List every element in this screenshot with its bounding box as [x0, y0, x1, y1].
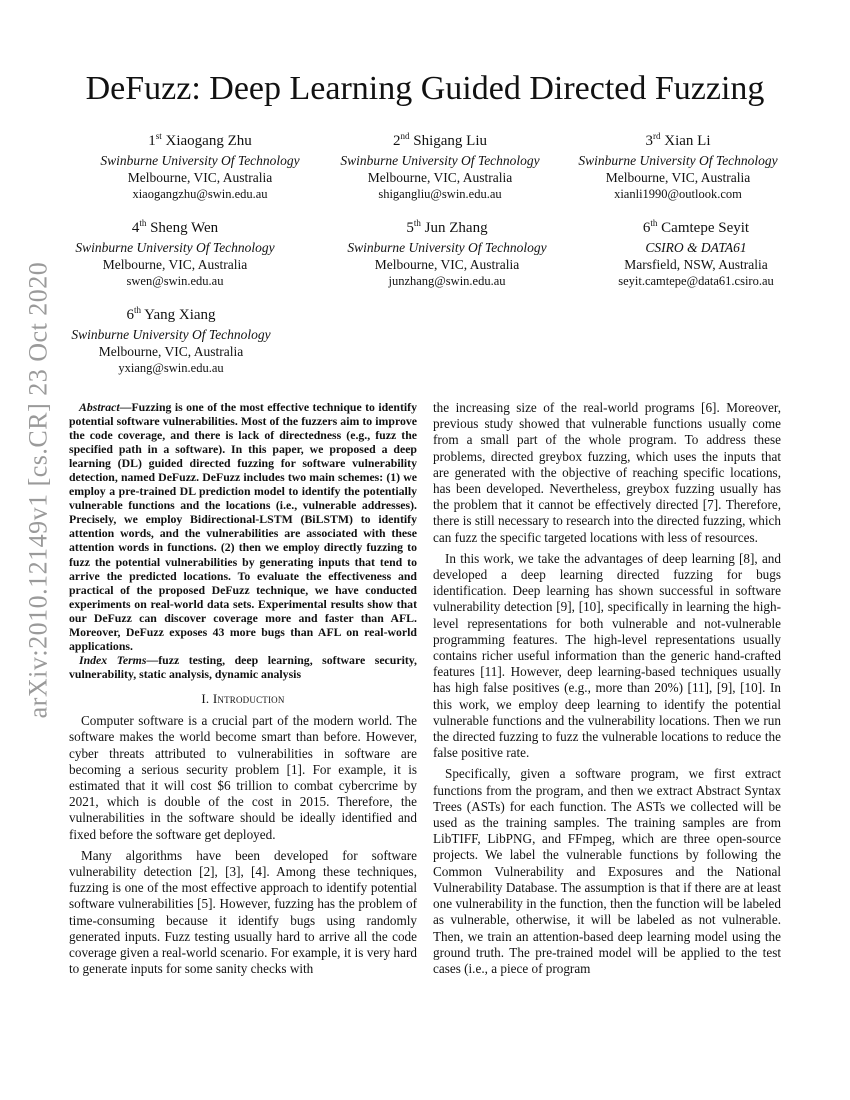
arxiv-stamp-text: arXiv:2010.12149v1 [cs.CR] 23 Oct 2020 — [23, 261, 52, 719]
paper-title: DeFuzz: Deep Learning Guided Directed Fuzzing — [85, 70, 765, 107]
index-terms: Index Terms—fuzz testing, deep learning, software security, vulnerability, static analysis, dynamic analysis — [69, 652, 417, 681]
author-block — [315, 126, 565, 203]
author-location: Melbourne, VIC, Australia — [374, 257, 520, 272]
author-name: 6th Camtepe Seyit — [642, 218, 750, 236]
left-column — [69, 400, 417, 982]
paragraph: Specifically, given a software program, we first extract functions from the program, and then we extract Abstract Syntax Trees (ASTs) for each function. The ASTs we collected will be used as the training samples. The training samples are from LibTIFF, LibPNG, and FFmpeg, which are three open-source projects. We label the vulnerable functions by following the Common Vulnerability and Exposures and the National Vulnerability Database. The assumption is that if there are at least one vulnerability in the function, then the function will be labeled as vulnerable, otherwise, it will be labeled as not vulnerable. Then, we train an attention-based deep learning model using the ground truth. The pre-trained model will be applied to the test cases (i.e., a piece of program — [433, 766, 781, 976]
author-email: swen@swin.edu.au — [126, 274, 224, 288]
author-affiliation: Swinburne University Of Technology — [578, 153, 778, 168]
paragraph: Many algorithms have been developed for software vulnerability detection [2], [3], [4]. Among these techniques, fuzzing is one of the most effective approach to identify potential software vulnerabilities [5]. However, fuzzing has the problem of time-consuming because it identify bugs using randomly generated inputs. Fuzz testing usually hard to arrive all the code coverage given a real-world scenario. For example, it is very hard to generate inputs for some sanity checks with — [69, 847, 417, 977]
author-affiliation: CSIRO & DATA61 — [645, 240, 747, 255]
author-email: shigangliu@swin.edu.au — [378, 187, 502, 201]
paragraph: Computer software is a crucial part of the modern world. The software makes the world become smart than before. However, cyber threats attributed to vulnerabilities in software are becoming a serious security problem [1]. For example, it is estimated that it will cost $6 trillion to combat cybercrime by 2021, which is double of the cost in 2015. Therefore, the vulnerabilities in the software should be ideally identified and fixed before the software get deployed. — [69, 713, 417, 842]
author-location: Melbourne, VIC, Australia — [605, 170, 751, 185]
paragraph: In this work, we take the advantages of deep learning [8], and developed a deep learning directed fuzzing for bugs identification. Deep learning has shown successful in software vulnerability detection [9], [10], specifically in learning the high-level representations for both vulnerable and not-vulnerable programming features. The high-level representations usually contains richer useful information than the generic hand-crafted features [11]. However, deep learning-based techniques usually has high false positives (e.g., more than 20%) [11], [9], [10]. In this work, we employ deep learning to identify the potential vulnerable functions and the vulnerability locations. Then we run the directed fuzzing to fuzz the vulnerable locations to reduce the false positive rate. — [433, 550, 781, 761]
author-block — [75, 126, 325, 203]
author-affiliation: Swinburne University Of Technology — [71, 327, 271, 342]
author-email: xiaogangzhu@swin.edu.au — [132, 187, 268, 201]
author-affiliation: Swinburne University Of Technology — [100, 153, 300, 168]
right-column — [433, 400, 781, 982]
author-name: 5th Jun Zhang — [406, 218, 488, 236]
author-name: 1st Xiaogang Zhu — [148, 131, 252, 149]
author-email: xianli1990@outlook.com — [614, 187, 742, 201]
author-block — [46, 300, 296, 377]
paragraph: the increasing size of the real-world programs [6]. Moreover, previous study showed that vulnerable functions usually come from a small part of the whole program. To address these problems, directed greybox fuzzing, which uses the inputs that are generated with the objective of reaching specific locations, has been developed. Nevertheless, greybox fuzzing usually has the problem that it cannot be effectively directed [7]. Therefore, there is still necessary to research into the directed fuzzing, which can fuzz the specific targeted locations with less of resources. — [433, 400, 781, 545]
author-affiliation: Swinburne University Of Technology — [75, 240, 275, 255]
author-block — [50, 213, 300, 290]
author-name: 2nd Shigang Liu — [393, 131, 487, 149]
author-name: 6th Yang Xiang — [126, 305, 216, 323]
author-affiliation: Swinburne University Of Technology — [347, 240, 547, 255]
author-location: Melbourne, VIC, Australia — [98, 344, 244, 359]
author-location: Melbourne, VIC, Australia — [102, 257, 248, 272]
author-block — [322, 213, 572, 290]
section-heading: I. Introduction — [201, 690, 285, 706]
author-affiliation: Swinburne University Of Technology — [340, 153, 540, 168]
author-name: 4th Sheng Wen — [131, 218, 219, 236]
author-location: Melbourne, VIC, Australia — [367, 170, 513, 185]
author-email: seyit.camtepe@data61.csiro.au — [618, 274, 774, 288]
author-block — [571, 213, 821, 290]
author-location: Melbourne, VIC, Australia — [127, 170, 273, 185]
author-email: junzhang@swin.edu.au — [388, 274, 506, 288]
author-name: 3rd Xian Li — [645, 131, 711, 149]
author-block — [553, 126, 803, 203]
author-email: yxiang@swin.edu.au — [118, 361, 224, 375]
author-location: Marsfield, NSW, Australia — [624, 257, 768, 272]
abstract: Abstract—Fuzzing is one of the most effective technique to identify potential software vulnerabilities. Most of the fuzzers aim to improve the code coverage, and there is lack of directedness (e.g., fuzz the specified path in a software). In this paper, we proposed a deep learning (DL) guided directed fuzzing for software vulnerability detection, named DeFuzz. DeFuzz includes two main schemes: (1) we employ a pre-trained DL prediction model to identify the potentially vulnerable functions and the locations (i.e., vulnerable addresses). Precisely, we employ Bidirectional-LSTM (BiLSTM) to identify attention words, and the vulnerabilities are associated with these attention words in functions. (2) then we employ directly fuzzing to fuzz the potential vulnerabilities by generating inputs that tend to arrive the predicted locations. To evaluate the effectiveness and practical of the proposed DeFuzz technique, we have conducted experiments on real-world data sets. Experimental results show that our DeFuzz can discover coverage more and faster than AFL. Moreover, DeFuzz exposes 43 more bugs than AFL on real-world applications. — [69, 400, 417, 653]
